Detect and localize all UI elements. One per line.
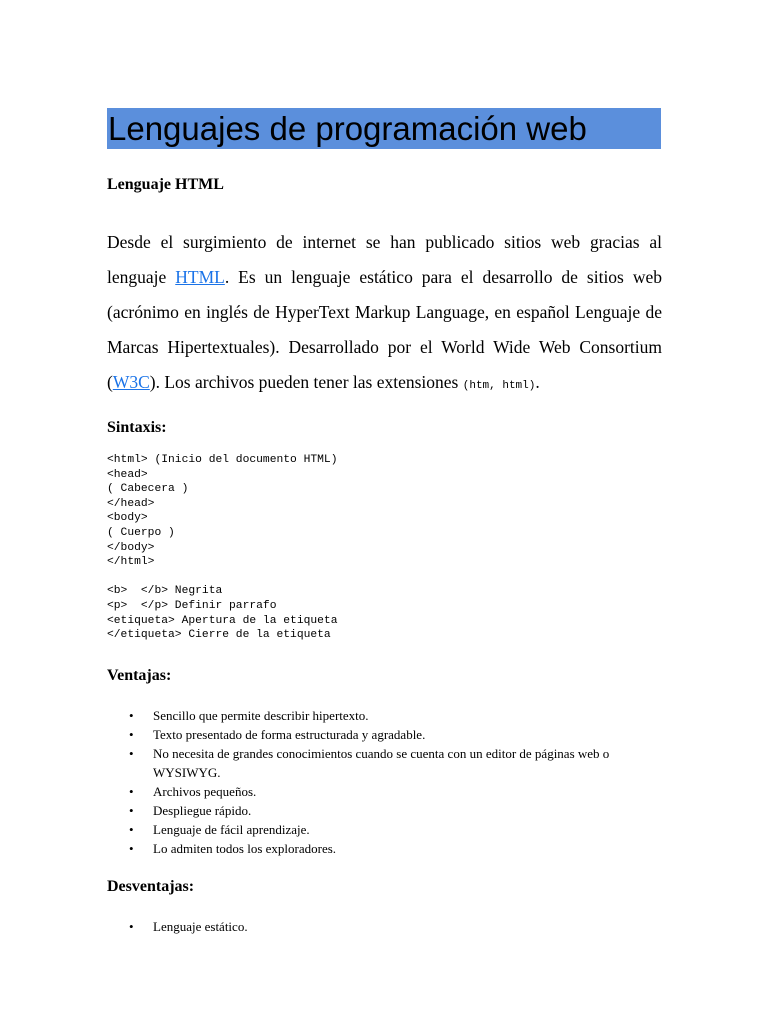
list-item xyxy=(107,782,648,801)
bullet-icon: • xyxy=(129,840,134,856)
subtitle-lenguaje-html: Lenguaje HTML xyxy=(107,176,224,193)
ventajas-heading: Ventajas: xyxy=(107,666,172,684)
intro-text-1: Desde el surgimiento de internet se han publicado sitios web gracias al lenguaje xyxy=(107,232,662,287)
code-block-document-structure: <html> (Inicio del documento HTML) <head> ( Cabecera ) </head> <body> ( Cuerpo ) </body> </html> xyxy=(107,454,338,569)
document-title: Lenguajes de programación web xyxy=(107,108,661,149)
list-item xyxy=(107,744,648,782)
list-item xyxy=(107,820,648,839)
list-item-text: Sencillo que permite describir hipertexto. xyxy=(153,707,369,723)
list-item-text: Texto presentado de forma estructurada y agradable. xyxy=(153,726,426,742)
bullet-icon: • xyxy=(129,821,134,837)
list-item-text: Lenguaje estático. xyxy=(153,918,248,934)
w3c-link[interactable]: W3C xyxy=(112,372,150,392)
list-item xyxy=(107,917,648,936)
document-page xyxy=(107,108,662,936)
bullet-icon: • xyxy=(129,783,134,799)
intro-text-2: . Es un lenguaje estático para el desarrollo de sitios web (acrónimo en inglés de HyperText Markup Language, en español Lenguaje de Marcas Hipertextuales). Desarrollado por el World Wide Web Consortium ( xyxy=(107,267,662,392)
list-item-text: Lenguaje de fácil aprendizaje. xyxy=(153,821,310,837)
intro-text-4: . xyxy=(535,372,540,392)
bullet-icon: • xyxy=(129,726,134,742)
list-item xyxy=(107,706,648,725)
desventajas-heading: Desventajas: xyxy=(107,877,195,895)
list-item-text: No necesita de grandes conocimientos cuando se cuenta con un editor de páginas web o WYSIWYG. xyxy=(153,745,610,780)
desventajas-list xyxy=(107,917,662,936)
sintaxis-heading: Sintaxis: xyxy=(107,419,167,436)
bullet-icon: • xyxy=(129,918,134,934)
bullet-icon: • xyxy=(129,802,134,818)
list-item xyxy=(107,801,648,820)
intro-text-3: ). Los archivos pueden tener las extensiones xyxy=(149,372,463,392)
list-item xyxy=(107,725,648,744)
list-item xyxy=(107,839,648,858)
bullet-icon: • xyxy=(129,707,134,723)
bullet-icon: • xyxy=(129,745,134,761)
file-extensions: (htm, html) xyxy=(462,380,536,392)
code-block-tags: <b> </b> Negrita <p> </p> Definir parrafo <etiqueta> Apertura de la etiqueta </etiqueta> Cierre de la etiqueta xyxy=(107,585,338,642)
list-item-text: Despliegue rápido. xyxy=(153,802,252,818)
list-item-text: Archivos pequeños. xyxy=(153,783,257,799)
list-item-text: Lo admiten todos los exploradores. xyxy=(153,840,337,856)
ventajas-list xyxy=(107,706,662,858)
intro-paragraph xyxy=(107,225,662,404)
html-link[interactable]: HTML xyxy=(175,267,225,287)
